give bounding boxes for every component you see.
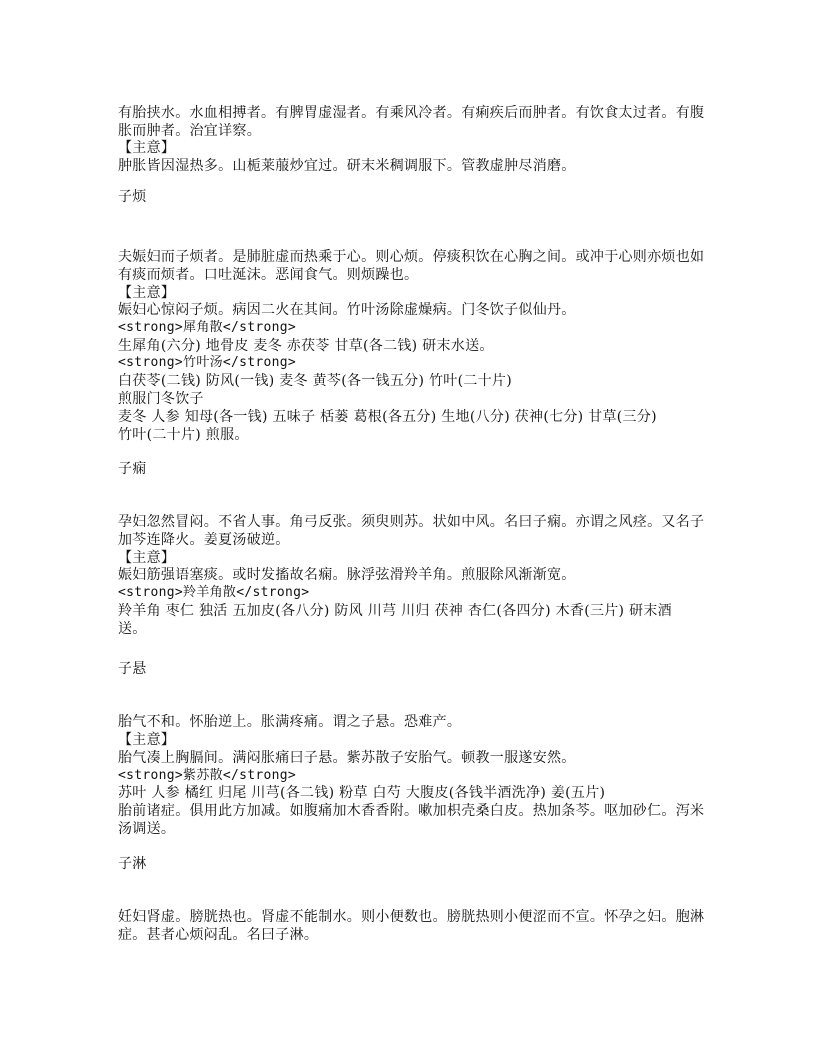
section-heading: 子悬 bbox=[118, 661, 147, 677]
formula-title: <strong>羚羊角散</strong> bbox=[118, 585, 310, 600]
paragraph-line: 有胎挟水。水血相搏者。有脾胃虚湿者。有乘风冷者。有痢疾后而肿者。有饮食太过者。有腹 bbox=[118, 105, 705, 121]
formula-ingredients: 竹叶(二十片) 煎服。 bbox=[118, 427, 249, 443]
formula-title: <strong>犀角散</strong> bbox=[118, 320, 297, 335]
formula-ingredients: 羚羊角 枣仁 独活 五加皮(各八分) 防风 川芎 川归 茯神 杏仁(各四分) 木香(三片) 研末酒 bbox=[118, 603, 672, 619]
formula-ingredients: 麦冬 人参 知母(各一钱) 五味子 栝蒌 葛根(各五分) 生地(八分) 茯神(七分) 甘草(三分) bbox=[118, 409, 657, 425]
paragraph-line: 妊妇肾虚。膀胱热也。肾虚不能制水。则小便数也。膀胱热则小便涩而不宣。怀孕之妇。胞淋 bbox=[118, 909, 705, 925]
paragraph-line: 有痰而烦者。口吐涎沫。恶闻食气。则烦躁也。 bbox=[118, 267, 419, 283]
section-heading: 子烦 bbox=[118, 189, 147, 205]
formula-ingredients: 苏叶 人参 橘红 归尾 川芎(各二钱) 粉草 白芍 大腹皮(各钱半酒洗净) 姜(五片) bbox=[118, 785, 606, 801]
zhuyi-label: 【主意】 bbox=[118, 732, 176, 748]
verse-line: 胎气凑上胸膈间。满闷胀痛曰子悬。紫苏散子安胎气。顿教一服遂安然。 bbox=[118, 750, 576, 766]
verse-line: 肿胀皆因湿热多。山栀莱菔炒宜过。研末米稠调服下。管教虚肿尽消磨。 bbox=[118, 158, 576, 174]
paragraph-line: 孕妇忽然冒闷。不省人事。角弓反张。须臾则苏。状如中风。名曰子痫。亦谓之风痉。又名子 bbox=[118, 514, 705, 530]
zhuyi-label: 【主意】 bbox=[118, 285, 176, 301]
formula-title: <strong>竹叶汤</strong> bbox=[118, 355, 297, 370]
formula-ingredients: 生犀角(六分) 地骨皮 麦冬 赤茯苓 甘草(各二钱) 研末水送。 bbox=[118, 338, 494, 354]
zhuyi-label: 【主意】 bbox=[118, 550, 176, 566]
paragraph-line: 汤调送。 bbox=[118, 821, 176, 837]
formula-ingredients: 白茯苓(二钱) 防风(一钱) 麦冬 黄芩(各一钱五分) 竹叶(二十片) bbox=[118, 373, 512, 389]
formula-title: 煎服门冬饮子 bbox=[118, 391, 204, 407]
formula-title: <strong>紫苏散</strong> bbox=[118, 768, 297, 783]
section-heading: 子痫 bbox=[118, 461, 147, 477]
paragraph-line: 胎气不和。怀胎逆上。胀满疼痛。谓之子悬。恐难产。 bbox=[118, 714, 462, 730]
zhuyi-label: 【主意】 bbox=[118, 140, 176, 156]
paragraph-line: 加芩连降火。姜夏汤破逆。 bbox=[118, 532, 290, 548]
paragraph-line: 症。甚者心烦闷乱。名曰子淋。 bbox=[118, 927, 319, 943]
section-heading: 子淋 bbox=[118, 856, 147, 872]
verse-line: 娠妇心惊闷子烦。病因二火在其间。竹叶汤除虚燥病。门冬饮子似仙丹。 bbox=[118, 302, 576, 318]
verse-line: 娠妇筋强语塞痰。或时发搐故名痫。脉浮弦滑羚羊角。煎服除风渐渐宽。 bbox=[118, 567, 576, 583]
formula-ingredients: 送。 bbox=[118, 621, 147, 637]
paragraph-line: 胎前诸症。俱用此方加减。如腹痛加木香香附。嗽加枳壳桑白皮。热加条芩。呕加砂仁。泻米 bbox=[118, 803, 705, 819]
paragraph-line: 夫娠妇而子烦者。是肺脏虚而热乘于心。则心烦。停痰积饮在心胸之间。或冲于心则亦烦也如 bbox=[118, 249, 705, 265]
paragraph-line: 胀而肿者。治宜详察。 bbox=[118, 123, 261, 139]
